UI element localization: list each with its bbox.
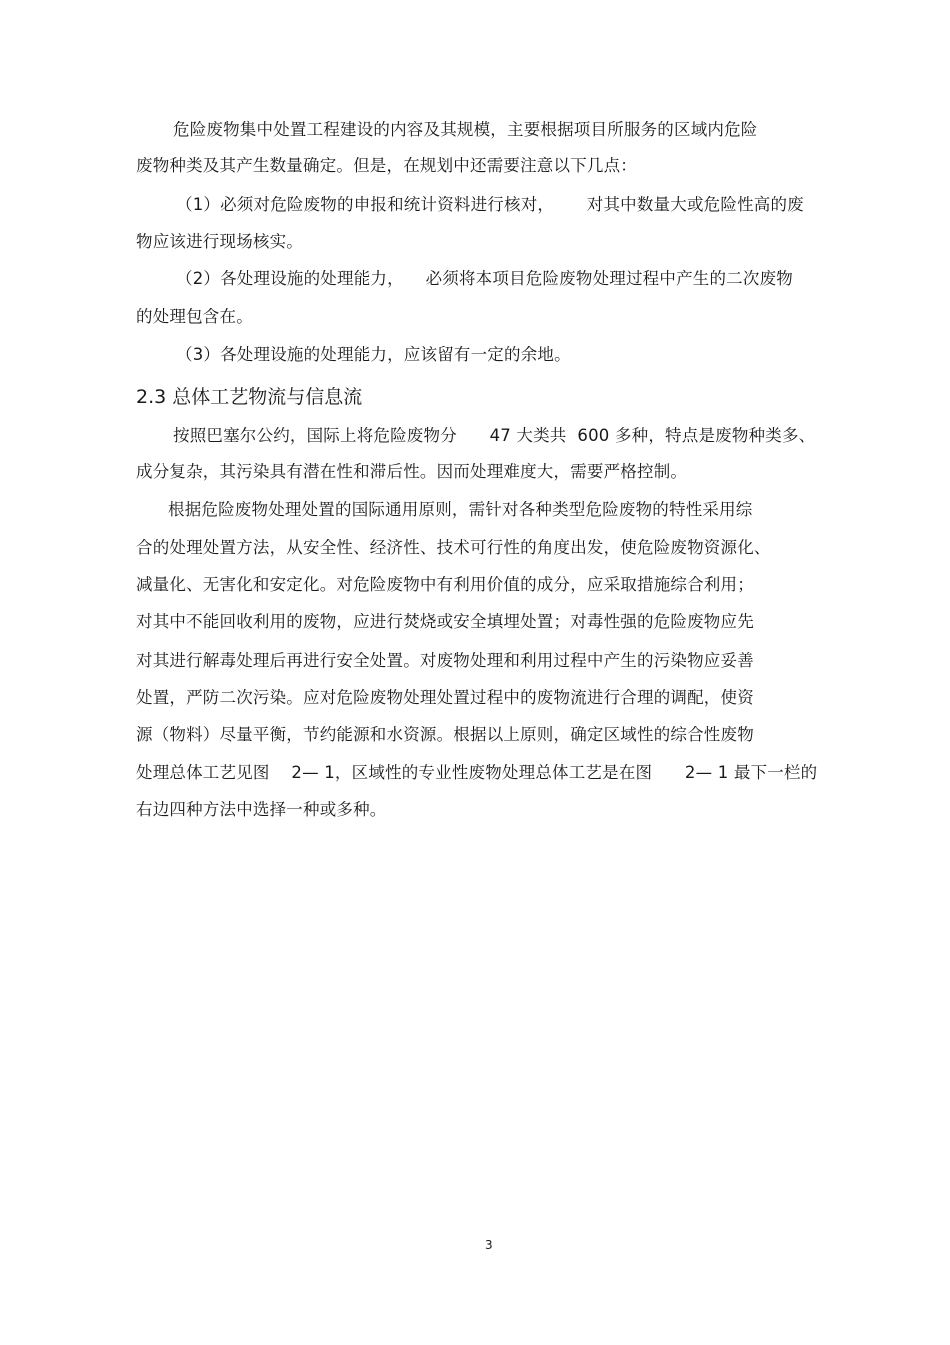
text-line: 按照巴塞尔公约，国际上将危险废物分 47 大类共 600 多种，特点是废物种类多、: [173, 426, 816, 445]
text-line: 右边四种方法中选择一种或多种。: [136, 800, 387, 819]
text-line: 减量化、无害化和安定化。对危险废物中有利用价值的成分，应采取措施综合利用；: [136, 575, 754, 594]
text-line: 成分复杂，其污染具有潜在性和滞后性。因而处理难度大，需要严格控制。: [136, 462, 688, 481]
text-line: 处置，严防二次污染。应对危险废物处理处置过程中的废物流进行合理的调配，使资: [136, 688, 754, 707]
text-line: （2）各处理设施的处理能力， 必须将本项目危险废物处理过程中产生的二次废物: [176, 269, 793, 288]
text-line: 物应该进行现场核实。: [136, 232, 303, 251]
text-line: 处理总体工艺见图 2— 1，区域性的专业性废物处理总体工艺是在图 2— 1 最下一栏的: [136, 763, 818, 782]
text-line: 合的处理处置方法，从安全性、经济性、技术可行性的角度出发，使危险废物资源化、: [136, 538, 771, 557]
text-line: 源（物料）尽量平衡，节约能源和水资源。根据以上原则，确定区域性的综合性废物: [136, 725, 754, 744]
text-line: （3）各处理设施的处理能力，应该留有一定的余地。: [176, 345, 571, 364]
text-line: 根据危险废物处理处置的国际通用原则，需针对各种类型危险废物的特性采用综: [168, 500, 753, 519]
text-line: 对其中不能回收利用的废物，应进行焚烧或安全填埋处置；对毒性强的危险废物应先: [136, 612, 754, 631]
page-number: 3: [485, 1238, 493, 1252]
text-line: 对其进行解毒处理后再进行安全处置。对废物处理和利用过程中产生的污染物应妥善: [136, 651, 754, 670]
section-heading: 2.3 总体工艺物流与信息流: [136, 386, 363, 408]
text-line: 废物种类及其产生数量确定。但是，在规划中还需要注意以下几点：: [136, 156, 637, 175]
text-line: 的处理包含在。: [136, 307, 253, 326]
text-line: （1）必须对危险废物的申报和统计资料进行核对， 对其中数量大或危险性高的废: [176, 195, 804, 214]
text-line: 危险废物集中处置工程建设的内容及其规模，主要根据项目所服务的区域内危险: [173, 120, 758, 139]
